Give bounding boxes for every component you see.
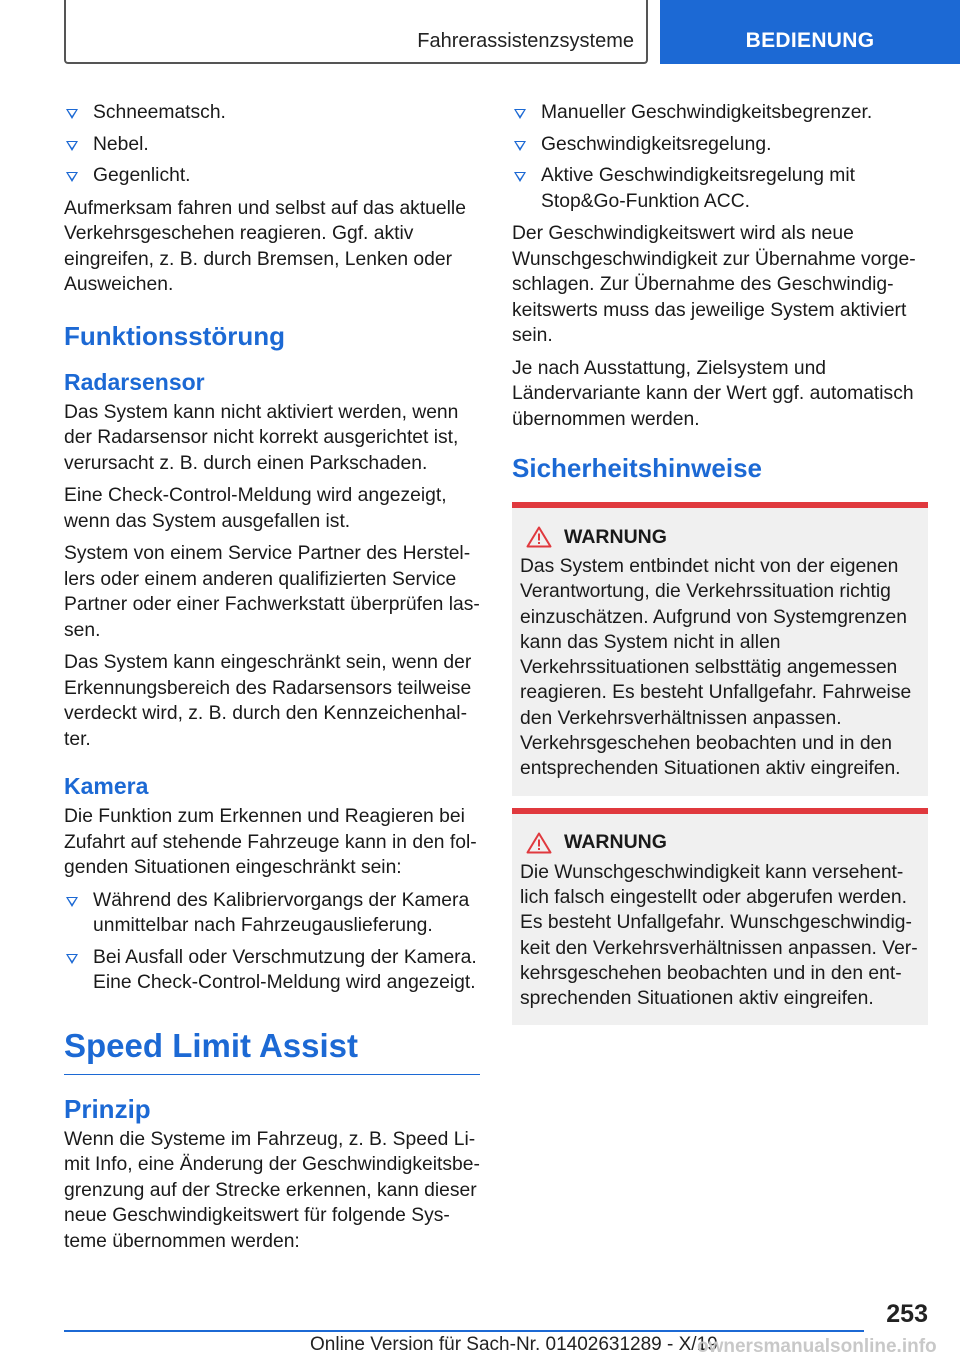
bullet-triangle-icon: [66, 141, 78, 151]
bullet-triangle-icon: [66, 109, 78, 119]
bullet-triangle-icon: [514, 172, 526, 182]
warning-box: [512, 808, 928, 1026]
paragraph: System von einem Service Partner des Herstellers oder einem anderen qualifizierten Service Partner oder einer Fachwerkstatt überprüfen lassen.: [64, 543, 480, 641]
paragraph: Das System kann nicht aktiviert werden, wenn der Radarsensor nicht korrekt ausgerichtet ist, verursacht z. B. durch einen Parkschaden.: [64, 401, 459, 474]
paragraph: Wenn die Systeme im Fahrzeug, z. B. Speed Limit Info, eine Änderung der Geschwindigkeitsbegrenzung auf der Strecke erkennen, kann dieser neue Geschwindigkeitswert für folgende Systeme übernommen werden:: [64, 1128, 480, 1252]
system-list: [512, 100, 928, 214]
header-section-box: [64, 0, 648, 64]
list-item: Schneematsch.: [64, 100, 480, 126]
list-item: Während des Kalibriervorgangs der Kamera unmittelbar nach Fahrzeugauslieferung.: [64, 888, 480, 939]
warning-title: WARNUNG: [520, 830, 918, 856]
list-item: Gegenlicht.: [64, 163, 480, 189]
bullet-triangle-icon: [66, 954, 78, 964]
header-section-title: Fahrerassistenzsysteme: [417, 30, 634, 52]
watermark: ownersmanualsonline.info: [697, 1336, 937, 1357]
paragraph: Die Funktion zum Erkennen und Reagieren bei Zufahrt auf stehende Fahrzeuge kann in den folgenden Situationen eingeschränkt sein:: [64, 806, 477, 878]
header-chapter-tab[interactable]: BEDIENUNG: [660, 0, 960, 64]
list-item: Aktive Geschwindigkeitsregelung mit Stop&Go-Funktion ACC.: [512, 163, 928, 214]
bullet-triangle-icon: [66, 897, 78, 907]
list-item: Geschwindigkeitsregelung.: [512, 132, 928, 158]
right-column: [512, 100, 928, 1037]
footer-divider: [64, 1330, 864, 1332]
heading-speed-limit-assist: Speed Limit Assist: [64, 1024, 480, 1075]
warning-triangle-icon: [526, 526, 552, 548]
warning-title: WARNUNG: [520, 524, 918, 550]
warning-text: Das System entbindet nicht von der eigenen Verantwortung, die Verkehrssituation richtig einzuschätzen. Aufgrund von Systemgrenzen kann das System nicht in allen Verkehrssituationen selbsttätig angemessen reagieren. Es besteht Unfallgefahr. Fahrweise den Verkehrsverhältnissen anpassen. Verkehrsgeschehen beobachten und in den entsprechenden Situationen aktiv eingreifen.: [520, 556, 912, 780]
list-item: Bei Ausfall oder Verschmutzung der Kamera. Eine Check-Control-Meldung wird angezeigt.: [64, 945, 480, 996]
heading-funktionsstoerung: Funktionsstörung: [64, 320, 285, 351]
left-column: [64, 100, 480, 1261]
bullet-triangle-icon: [66, 172, 78, 182]
heading-prinzip: Prinzip: [64, 1093, 151, 1124]
heading-radarsensor: Radarsensor: [64, 368, 205, 395]
warning-text: Die Wunschgeschwindigkeit kann versehentlich falsch eingestellt oder abgerufen werden. Es besteht Unfallgefahr. Wunschgeschwindigkeit den Verkehrsverhältnissen anpassen. Verkehrsgeschehen beobachten und in den entsprechenden Situationen aktiv eingreifen.: [520, 861, 918, 1010]
warning-box: [512, 502, 928, 796]
page-number: 253: [886, 1300, 928, 1328]
paragraph: Aufmerksam fahren und selbst auf das aktuelle Verkehrsgeschehen reagieren. Ggf. aktiv eingreifen, z. B. durch Bremsen, Lenken oder Ausweichen.: [64, 197, 466, 295]
bullet-triangle-icon: [514, 141, 526, 151]
paragraph: Eine Check-Control-Meldung wird angezeigt, wenn das System ausgefallen ist.: [64, 485, 447, 532]
paragraph: Der Geschwindigkeitswert wird als neue Wunschgeschwindigkeit zur Übernahme vorgeschlagen. Zur Übernahme des Geschwindigkeitswerts muss das jeweilige System aktiviert sein.: [512, 223, 916, 346]
footer-online-version: Online Version für Sach-Nr. 01402631289 - X/19: [310, 1334, 718, 1355]
condition-list: [64, 100, 480, 189]
list-item: Manueller Geschwindigkeitsbegrenzer.: [512, 100, 928, 126]
paragraph: Das System kann eingeschränkt sein, wenn der Erkennungsbereich des Radarsensors teilweise verdeckt wird, z. B. durch den Kennzeichenhalter.: [64, 652, 472, 750]
bullet-triangle-icon: [514, 109, 526, 119]
paragraph: Je nach Ausstattung, Zielsystem und Ländervariante kann der Wert ggf. automatisch übernommen werden.: [512, 357, 914, 430]
heading-sicherheitshinweise: Sicherheitshinweise: [512, 453, 762, 483]
kamera-list: [64, 888, 480, 996]
warning-triangle-icon: [526, 832, 552, 854]
heading-kamera: Kamera: [64, 773, 149, 799]
list-item: Nebel.: [64, 132, 480, 158]
